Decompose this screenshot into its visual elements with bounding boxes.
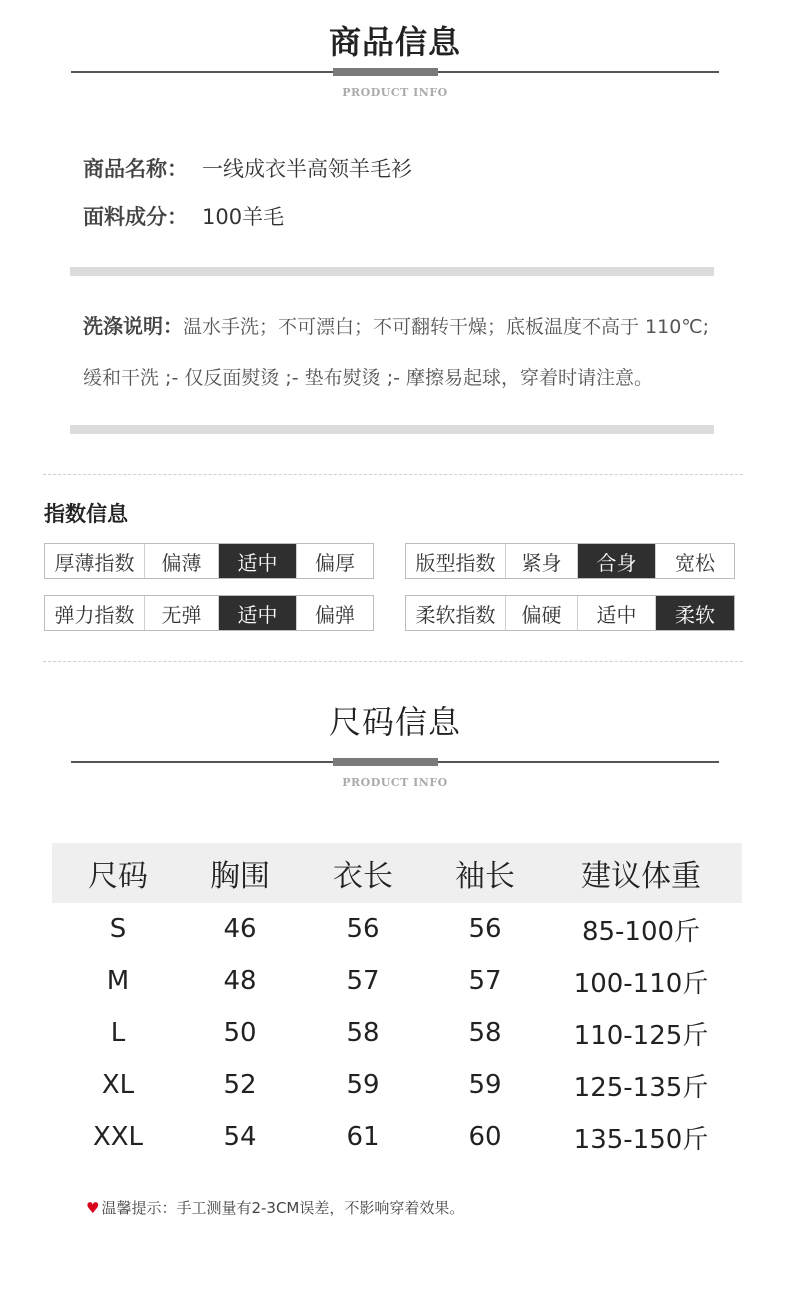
separator-bar xyxy=(70,267,714,276)
material-row xyxy=(83,201,284,231)
wash-line-1 xyxy=(83,310,723,339)
product-name-label: 商品名称： xyxy=(83,157,188,181)
index-option: 偏厚 xyxy=(297,544,373,578)
size-table xyxy=(52,843,742,1163)
measurement-tip xyxy=(86,1197,464,1218)
table-cell: XXL xyxy=(92,1122,144,1152)
tip-text: 温馨提示：手工测量有2-3CM误差，不影响穿着效果。 xyxy=(101,1199,465,1217)
fit-index-table xyxy=(405,543,735,579)
index-option-selected: 柔软 xyxy=(656,596,734,630)
table-row xyxy=(52,1111,742,1163)
index-label: 厚薄指数 xyxy=(45,544,145,578)
header-cell: 袖长 xyxy=(455,859,515,894)
dotted-divider xyxy=(43,661,743,662)
table-cell: XL xyxy=(101,1070,135,1100)
thickness-index-table xyxy=(44,543,374,579)
section-title: 尺码信息 xyxy=(328,703,461,741)
index-option: 紧身 xyxy=(506,544,578,578)
table-cell: 57 xyxy=(346,966,380,996)
header-cell: 胸围 xyxy=(210,859,270,894)
table-cell: 59 xyxy=(468,1070,502,1100)
table-row xyxy=(52,955,742,1007)
table-cell: 54 xyxy=(223,1122,257,1152)
index-option: 偏薄 xyxy=(145,544,219,578)
separator-bar xyxy=(70,425,714,434)
index-label: 柔软指数 xyxy=(406,596,506,630)
table-cell: 52 xyxy=(223,1070,257,1100)
table-cell: L xyxy=(110,1018,126,1048)
table-cell: 50 xyxy=(223,1018,257,1048)
elasticity-index-table xyxy=(44,595,374,631)
header-cell: 衣长 xyxy=(333,859,393,894)
table-cell: 56 xyxy=(346,914,380,944)
index-option: 偏弹 xyxy=(297,596,373,630)
size-info-header xyxy=(0,700,790,790)
table-cell: S xyxy=(109,914,127,944)
material-value: 100羊毛 xyxy=(202,205,285,229)
heart-icon: ♥ xyxy=(86,1198,100,1217)
index-option-selected: 适中 xyxy=(219,596,297,630)
index-option-selected: 合身 xyxy=(578,544,656,578)
softness-index-table xyxy=(405,595,735,631)
product-name-row xyxy=(83,153,412,183)
divider-accent xyxy=(333,758,438,766)
dotted-divider xyxy=(43,474,743,475)
material-label: 面料成分： xyxy=(83,205,188,229)
index-label: 弹力指数 xyxy=(45,596,145,630)
section-subtitle: PRODUCT INFO xyxy=(342,86,448,99)
table-cell: 46 xyxy=(223,914,257,944)
product-info-header xyxy=(0,20,790,100)
table-row xyxy=(52,1059,742,1111)
table-row xyxy=(52,1007,742,1059)
wash-line-2 xyxy=(83,363,723,390)
table-cell: 135-150斤 xyxy=(573,1124,709,1155)
table-cell: 58 xyxy=(468,1018,502,1048)
size-table-header xyxy=(52,843,742,903)
index-option: 适中 xyxy=(578,596,656,630)
header-cell: 建议体重 xyxy=(581,859,701,894)
section-title: 商品信息 xyxy=(328,23,461,61)
table-cell: 57 xyxy=(468,966,502,996)
wash-text-2: 缓和干洗 ;- 仅反面熨烫 ;- 垫布熨烫 ;- 摩擦易起球，穿着时请注意。 xyxy=(83,367,654,389)
table-cell: 125-135斤 xyxy=(573,1072,709,1103)
table-cell: M xyxy=(106,966,130,996)
table-cell: 59 xyxy=(346,1070,380,1100)
index-title: 指数信息 xyxy=(44,502,128,526)
divider-accent xyxy=(333,68,438,76)
index-option: 无弹 xyxy=(145,596,219,630)
table-cell: 61 xyxy=(346,1122,380,1152)
table-cell: 110-125斤 xyxy=(573,1020,709,1051)
index-option: 偏硬 xyxy=(506,596,578,630)
table-cell: 58 xyxy=(346,1018,380,1048)
wash-label: 洗涤说明： xyxy=(83,314,183,338)
header-cell: 尺码 xyxy=(88,859,148,894)
table-cell: 85-100斤 xyxy=(581,916,701,947)
table-cell: 48 xyxy=(223,966,257,996)
section-subtitle: PRODUCT INFO xyxy=(342,776,448,789)
index-option: 宽松 xyxy=(656,544,734,578)
table-cell: 100-110斤 xyxy=(573,968,709,999)
wash-text-1: 温水手洗；不可漂白；不可翻转干燥；底板温度不高于 110℃; xyxy=(183,316,710,338)
index-label: 版型指数 xyxy=(406,544,506,578)
table-cell: 60 xyxy=(468,1122,502,1152)
product-name-value: 一线成衣半高领羊毛衫 xyxy=(202,157,412,181)
index-option-selected: 适中 xyxy=(219,544,297,578)
table-cell: 56 xyxy=(468,914,502,944)
table-row xyxy=(52,903,742,955)
